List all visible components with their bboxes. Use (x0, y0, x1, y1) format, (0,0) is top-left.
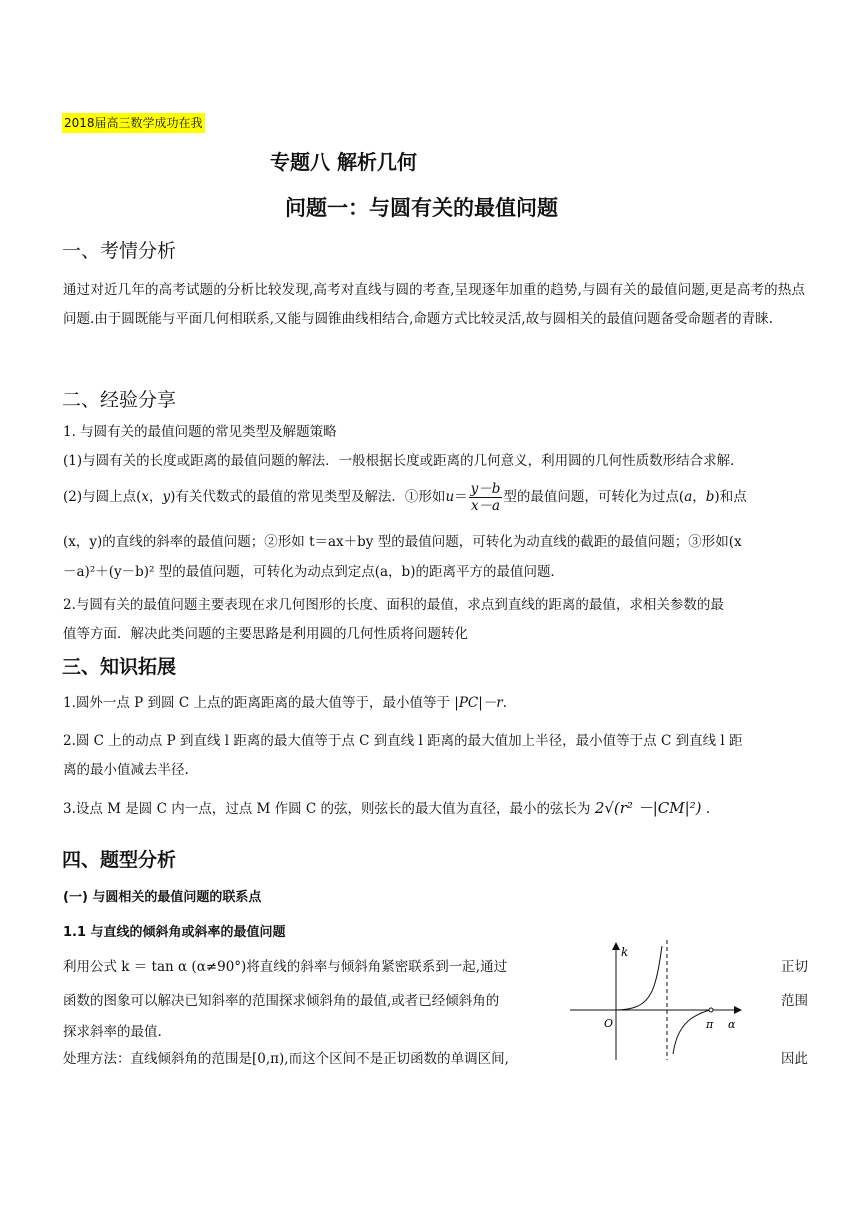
s3-item-1: 1.圆外一点 P 到圆 C 上点的距离距离的最大值等于，最小值等于 |PC|－r. (63, 695, 508, 711)
s2-item-5: －a)²＋(y－b)² 型的最值问题，可转化为动点到定点(a，b)的距离平方的最值问题． (63, 564, 564, 580)
s3-item-2b: 离的最小值减去半径. (63, 762, 189, 778)
section-heading-2: 二、经验分享 (62, 389, 177, 411)
s4-line-1: 利用公式 k ＝ tan α (α≠90°)将直线的斜率与倾斜角紧密联系到一起,通过 (63, 959, 508, 975)
s2-item-2: (1)与圆有关的长度或距离的最值问题的解法．一般根据长度或距离的几何意义，利用圆的几何性质数形结合求解． (63, 453, 744, 469)
s4-line-3: 探求斜率的最值. (63, 1024, 162, 1040)
y-axis-label: k (621, 945, 629, 959)
header-tag: 2018届高三数学成功在我 (62, 113, 205, 133)
subsection-1: (一) 与圆相关的最值问题的联系点 (63, 890, 262, 905)
open-point-pi (709, 1008, 713, 1012)
origin-label: O (604, 1017, 614, 1030)
tan-curve-right (673, 1010, 710, 1054)
s4-line-4: 处理方法：直线倾斜角的范围是[0,π),而这个区间不是正切函数的单调区间, (63, 1051, 509, 1067)
problem-title: 问题一：与圆有关的最值问题 (285, 196, 558, 220)
section-heading-4: 四、题型分析 (62, 849, 177, 871)
s2-item-6: 2.与圆有关的最值问题主要表现在求几何图形的长度、面积的最值，求点到直线的距离的最值，求相关参数的最 (63, 597, 724, 613)
section-heading-1: 一、考情分析 (62, 240, 177, 262)
fraction-u: $\frac{y-b}{x-a}$ (470, 481, 501, 514)
s3-item-2a: 2.圆 C 上的动点 P 到直线 l 距离的最大值等于点 C 到直线 l 距离的最大值加上半径，最小值等于点 C 到直线 l 距 (63, 733, 743, 749)
s3-item-3: 3.设点 M 是圆 C 内一点，过点 M 作圆 C 的弦，则弦长的最大值为直径，最小的弦长为 2√(r² －|CM|²) . (63, 799, 711, 817)
tan-graph (568, 938, 748, 1063)
s4-line-2-right: 范围 (781, 993, 808, 1009)
s2-item-4: (x，y)的直线的斜率的最值问题；②形如 t＝ax＋by 型的最值问题，可转化为动直线的截距的最值问题；③形如(x (63, 534, 742, 550)
pi-label: π (706, 1018, 714, 1031)
s2-item-3: (2)与圆上点(x，y)有关代数式的最值的常见类型及解法．①形如u＝ $\frac{y-b}{x-a}$ 型的最值问题，可转化为过点(a，b)和点 (63, 481, 747, 514)
topic-title: 专题八 解析几何 (270, 150, 417, 174)
section-1-paragraph: 通过对近几年的高考试题的分析比较发现,高考对直线与圆的考查,呈现逐年加重的趋势,与圆有关的最值问题,更是高考的热点问题.由于圆既能与平面几何相联系,又能与圆锥曲线相结合,命题方式比较灵活,故与圆相关的最值问题备受命题者的青睐. (63, 282, 805, 327)
subsection-1-1: 1.1 与直线的倾斜角或斜率的最值问题 (63, 925, 286, 940)
s4-line-1-right: 正切 (781, 959, 808, 975)
s2-item-1: 1. 与圆有关的最值问题的常见类型及解题策略 (63, 424, 337, 440)
s2-item-7: 值等方面．解决此类问题的主要思路是利用圆的几何性质将问题转化 (63, 626, 468, 642)
s4-line-4-right: 因此 (781, 1051, 808, 1067)
s4-line-2: 函数的图象可以解决已知斜率的范围探求倾斜角的最值,或者已经倾斜角的 (63, 993, 500, 1009)
section-heading-3: 三、知识拓展 (62, 656, 177, 678)
x-axis-label: α (728, 1018, 736, 1031)
